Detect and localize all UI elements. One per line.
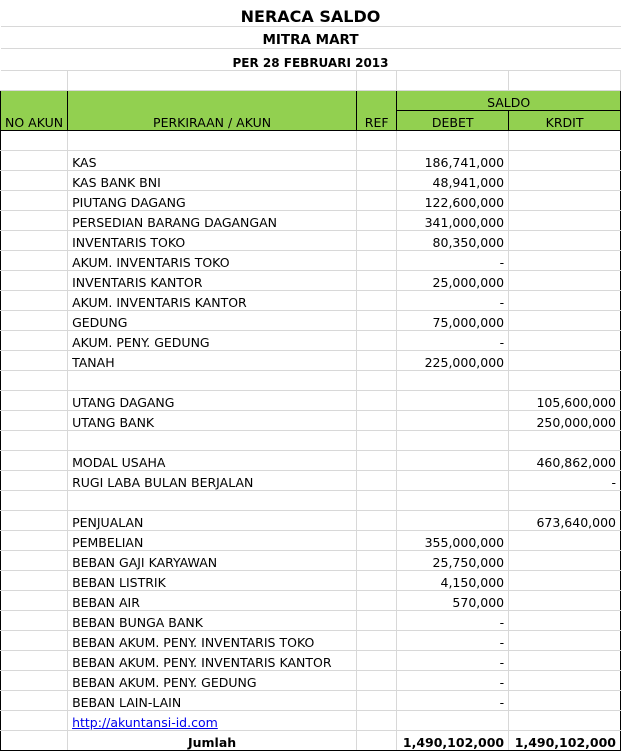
table-row	[1, 370, 621, 390]
ref-cell	[357, 690, 397, 710]
company-name: MITRA MART	[1, 26, 621, 48]
kredit-cell	[509, 170, 621, 190]
akun-name-cell: BEBAN AKUM. PENY. GEDUNG	[68, 670, 357, 690]
table-row	[1, 310, 621, 330]
debet-cell: 48,941,000	[397, 170, 509, 190]
debet-cell: 570,000	[397, 590, 509, 610]
akun-name-cell: INVENTARIS TOKO	[68, 230, 357, 250]
table-row	[1, 390, 621, 410]
website-link[interactable]: http://akuntansi-id.com	[72, 714, 218, 730]
ref-cell	[357, 630, 397, 650]
ref-cell	[357, 350, 397, 370]
table-row	[1, 450, 621, 470]
kredit-cell	[509, 150, 621, 170]
ref-cell	[357, 710, 397, 730]
ref-cell	[357, 670, 397, 690]
kredit-cell	[509, 650, 621, 670]
kredit-cell: 673,640,000	[509, 510, 621, 530]
table-row	[1, 170, 621, 190]
debet-cell	[397, 370, 509, 390]
table-row	[1, 650, 621, 670]
akun-name-cell: RUGI LABA BULAN BERJALAN	[68, 470, 357, 490]
table-row	[1, 430, 621, 450]
debet-cell: 75,000,000	[397, 310, 509, 330]
table-row	[1, 570, 621, 590]
no-akun-cell	[1, 390, 68, 410]
report-period: PER 28 FEBRUARI 2013	[1, 48, 621, 70]
no-akun-cell	[1, 410, 68, 430]
ref-cell	[357, 450, 397, 470]
akun-name-cell: INVENTARIS KANTOR	[68, 270, 357, 290]
table-row	[1, 590, 621, 610]
akun-name-cell: AKUM. PENY. GEDUNG	[68, 330, 357, 350]
ref-cell	[357, 370, 397, 390]
akun-name-cell: BEBAN BUNGA BANK	[68, 610, 357, 630]
akun-name-cell: TANAH	[68, 350, 357, 370]
kredit-cell	[509, 190, 621, 210]
debet-cell: -	[397, 690, 509, 710]
table-row	[1, 250, 621, 270]
ref-cell	[357, 590, 397, 610]
table-row	[1, 330, 621, 350]
ref-cell	[357, 390, 397, 410]
ref-cell	[357, 430, 397, 450]
ref-cell	[357, 310, 397, 330]
akun-name-cell: BEBAN AKUM. PENY. INVENTARIS KANTOR	[68, 650, 357, 670]
header-debet: DEBET	[397, 110, 509, 130]
no-akun-cell	[1, 650, 68, 670]
akun-name-cell: BEBAN LAIN-LAIN	[68, 690, 357, 710]
no-akun-cell	[1, 510, 68, 530]
table-row	[1, 550, 621, 570]
no-akun-cell	[1, 310, 68, 330]
no-akun-cell	[1, 690, 68, 710]
table-row	[1, 230, 621, 250]
kredit-cell	[509, 430, 621, 450]
no-akun-cell	[1, 370, 68, 390]
akun-name-cell: PERSEDIAN BARANG DAGANGAN	[68, 210, 357, 230]
table-row	[1, 470, 621, 490]
no-akun-cell	[1, 330, 68, 350]
debet-cell: -	[397, 290, 509, 310]
ref-cell	[357, 510, 397, 530]
report-title: NERACA SALDO	[1, 0, 621, 26]
ref-cell	[357, 290, 397, 310]
no-akun-cell	[1, 230, 68, 250]
akun-name-cell: PEMBELIAN	[68, 530, 357, 550]
header-ref: REF	[357, 90, 397, 130]
ref-cell	[357, 550, 397, 570]
akun-name-cell: BEBAN AIR	[68, 590, 357, 610]
debet-cell: -	[397, 610, 509, 630]
ref-cell	[357, 330, 397, 350]
kredit-cell	[509, 670, 621, 690]
debet-cell: 341,000,000	[397, 210, 509, 230]
table-row	[1, 410, 621, 430]
debet-cell	[397, 450, 509, 470]
akun-name-cell: BEBAN LISTRIK	[68, 570, 357, 590]
ref-cell	[357, 250, 397, 270]
table-row	[1, 610, 621, 630]
debet-cell	[397, 470, 509, 490]
ref-cell	[357, 730, 397, 750]
akun-name-cell: GEDUNG	[68, 310, 357, 330]
kredit-cell	[509, 710, 621, 730]
table-row	[1, 270, 621, 290]
kredit-cell	[509, 530, 621, 550]
kredit-cell	[509, 230, 621, 250]
table-row	[1, 490, 621, 510]
table-row	[1, 190, 621, 210]
debet-cell: -	[397, 630, 509, 650]
no-akun-cell	[1, 350, 68, 370]
ref-cell	[357, 650, 397, 670]
kredit-cell	[509, 310, 621, 330]
no-akun-cell	[1, 610, 68, 630]
debet-cell: -	[397, 330, 509, 350]
debet-cell	[397, 510, 509, 530]
kredit-cell	[509, 210, 621, 230]
no-akun-cell	[1, 570, 68, 590]
akun-name-cell	[68, 430, 357, 450]
debet-cell	[397, 410, 509, 430]
link-cell	[68, 710, 357, 730]
no-akun-cell	[1, 710, 68, 730]
table-row	[1, 510, 621, 530]
table-row	[1, 350, 621, 370]
ref-cell	[357, 210, 397, 230]
total-label: Jumlah	[68, 730, 357, 750]
ref-cell	[357, 230, 397, 250]
kredit-cell: 460,862,000	[509, 450, 621, 470]
ref-cell	[357, 530, 397, 550]
no-akun-cell	[1, 730, 68, 750]
ref-cell	[357, 570, 397, 590]
akun-name-cell: BEBAN GAJI KARYAWAN	[68, 550, 357, 570]
no-akun-cell	[1, 190, 68, 210]
debet-cell: 225,000,000	[397, 350, 509, 370]
kredit-cell	[509, 630, 621, 650]
ref-cell	[357, 610, 397, 630]
kredit-cell	[509, 270, 621, 290]
kredit-cell: 250,000,000	[509, 410, 621, 430]
header-perkiraan: PERKIRAAN / AKUN	[68, 90, 357, 130]
kredit-cell	[509, 590, 621, 610]
akun-name-cell: AKUM. INVENTARIS TOKO	[68, 250, 357, 270]
ref-cell	[357, 410, 397, 430]
no-akun-cell	[1, 430, 68, 450]
akun-name-cell: BEBAN AKUM. PENY. INVENTARIS TOKO	[68, 630, 357, 650]
kredit-cell	[509, 250, 621, 270]
akun-name-cell	[68, 370, 357, 390]
debet-cell	[397, 390, 509, 410]
table-row	[1, 150, 621, 170]
no-akun-cell	[1, 290, 68, 310]
no-akun-cell	[1, 530, 68, 550]
akun-name-cell	[68, 490, 357, 510]
akun-name-cell: KAS	[68, 150, 357, 170]
akun-name-cell: PIUTANG DAGANG	[68, 190, 357, 210]
no-akun-cell	[1, 450, 68, 470]
header-kredit: KRDIT	[509, 110, 621, 130]
table-row	[1, 670, 621, 690]
ref-cell	[357, 490, 397, 510]
no-akun-cell	[1, 490, 68, 510]
header-saldo: SALDO	[397, 90, 621, 110]
header-no-akun: NO AKUN	[1, 90, 68, 130]
debet-cell: 355,000,000	[397, 530, 509, 550]
ref-cell	[357, 150, 397, 170]
kredit-cell	[509, 610, 621, 630]
debet-cell: -	[397, 650, 509, 670]
debet-cell	[397, 490, 509, 510]
akun-name-cell: MODAL USAHA	[68, 450, 357, 470]
no-akun-cell	[1, 630, 68, 650]
akun-name-cell: PENJUALAN	[68, 510, 357, 530]
kredit-cell: -	[509, 470, 621, 490]
total-row	[1, 730, 621, 750]
no-akun-cell	[1, 470, 68, 490]
debet-cell: 25,750,000	[397, 550, 509, 570]
debet-cell: 25,000,000	[397, 270, 509, 290]
debet-cell: 80,350,000	[397, 230, 509, 250]
debet-cell	[397, 430, 509, 450]
akun-name-cell: UTANG DAGANG	[68, 390, 357, 410]
kredit-cell	[509, 350, 621, 370]
ref-cell	[357, 270, 397, 290]
debet-cell: 122,600,000	[397, 190, 509, 210]
table-row	[1, 630, 621, 650]
table-row	[1, 290, 621, 310]
no-akun-cell	[1, 170, 68, 190]
kredit-cell	[509, 690, 621, 710]
akun-name-cell: AKUM. INVENTARIS KANTOR	[68, 290, 357, 310]
debet-cell: 4,150,000	[397, 570, 509, 590]
total-kredit: 1,490,102,000	[509, 730, 621, 750]
no-akun-cell	[1, 550, 68, 570]
akun-name-cell: KAS BANK BNI	[68, 170, 357, 190]
kredit-cell: 105,600,000	[509, 390, 621, 410]
no-akun-cell	[1, 590, 68, 610]
table-row	[1, 530, 621, 550]
debet-cell	[397, 710, 509, 730]
ref-cell	[357, 470, 397, 490]
akun-name-cell: UTANG BANK	[68, 410, 357, 430]
no-akun-cell	[1, 210, 68, 230]
kredit-cell	[509, 330, 621, 350]
kredit-cell	[509, 550, 621, 570]
kredit-cell	[509, 290, 621, 310]
ref-cell	[357, 190, 397, 210]
kredit-cell	[509, 370, 621, 390]
no-akun-cell	[1, 150, 68, 170]
no-akun-cell	[1, 270, 68, 290]
link-row	[1, 710, 621, 730]
table-row	[1, 210, 621, 230]
debet-cell: -	[397, 250, 509, 270]
kredit-cell	[509, 490, 621, 510]
table-row	[1, 690, 621, 710]
debet-cell: -	[397, 670, 509, 690]
kredit-cell	[509, 570, 621, 590]
no-akun-cell	[1, 670, 68, 690]
total-debet: 1,490,102,000	[397, 730, 509, 750]
ref-cell	[357, 170, 397, 190]
debet-cell: 186,741,000	[397, 150, 509, 170]
no-akun-cell	[1, 250, 68, 270]
